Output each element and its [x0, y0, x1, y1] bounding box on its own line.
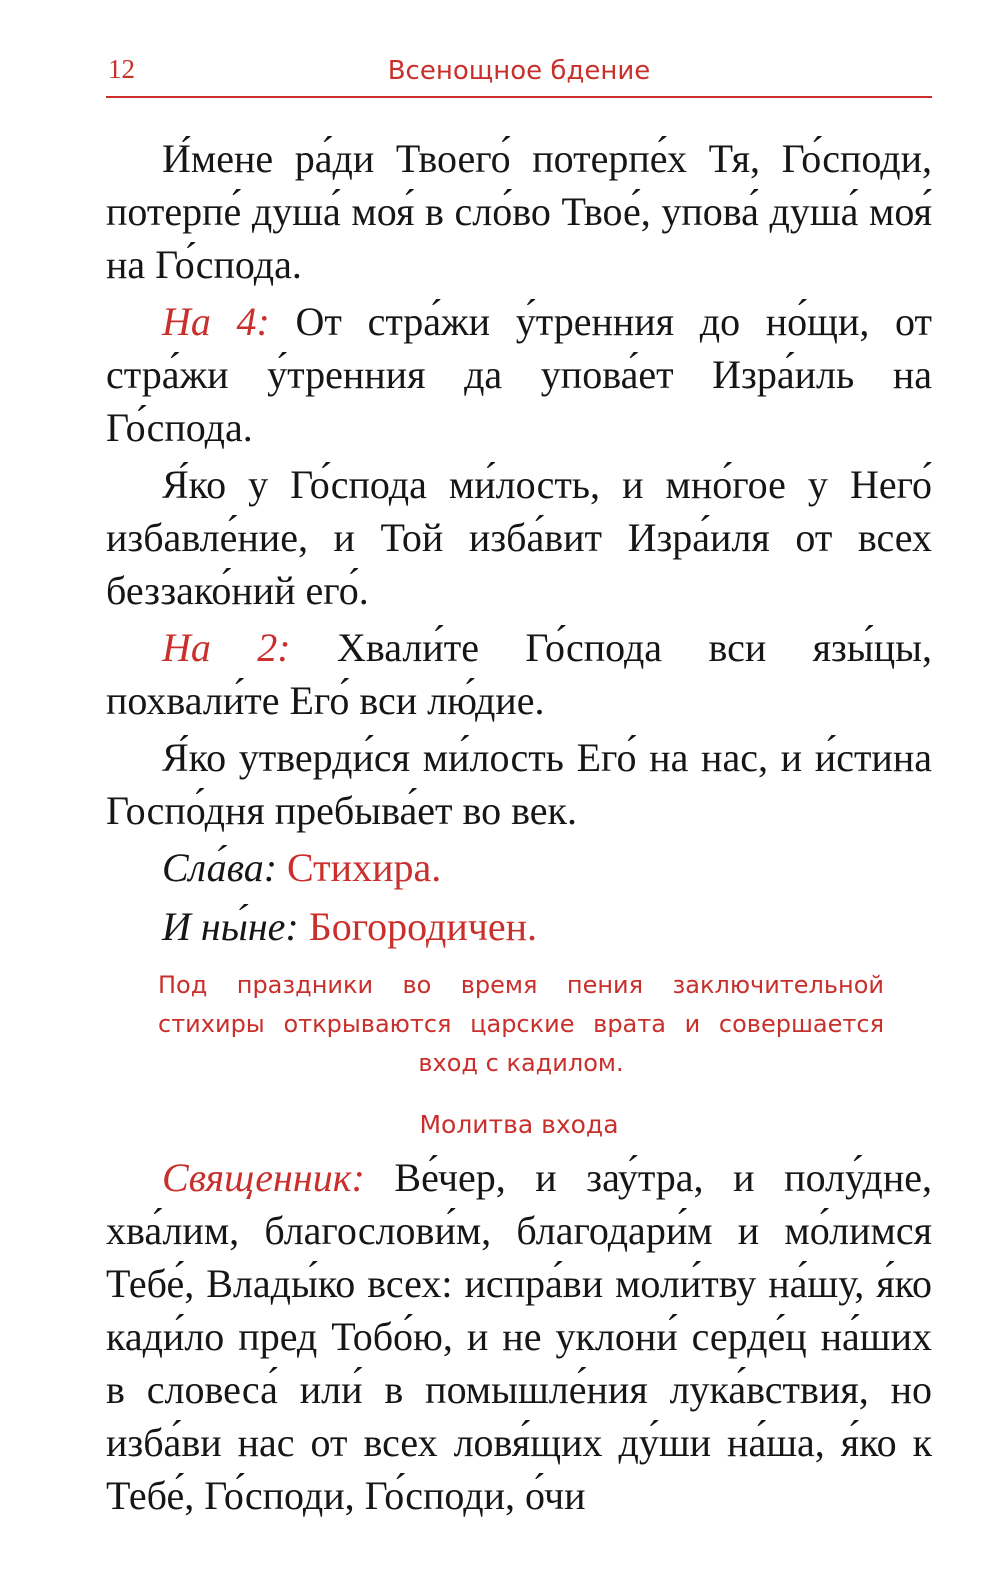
page-header [106, 52, 932, 98]
now-value: Богородичен. [308, 904, 538, 949]
now-line [106, 900, 932, 953]
verse-2-label: На 4: [162, 299, 270, 344]
verse-5 [106, 731, 932, 837]
glory-line [106, 841, 932, 894]
verse-5-text: Я́ко утверди́ся ми́лость Его́ на нас, и и́стина Госпо́дня пребыва́ет во век. [106, 735, 932, 833]
rubric-note: Под праздники во время пения заключительной стихиры открываются царские врата и совершается вход с кадилом. [158, 971, 884, 1077]
verse-4 [106, 621, 932, 727]
page-body [106, 132, 932, 1522]
prayer-text [106, 1151, 932, 1522]
verse-3-text: Я́ко у Го́спода ми́лость, и мно́гое у Него́ избавле́ние, и Той изба́вит Изра́иля от всех беззако́ний его́. [106, 462, 932, 613]
verse-1-text: И́мене ра́ди Твоего́ потерпе́х Тя, Го́споди, потерпе́ душа́ моя́ в сло́во Твое́, упова́ душа́ моя́ на Го́спода. [106, 136, 932, 287]
prayer-body: Ве́чер, и зау́тра, и полу́дне, хва́лим, благослови́м, благодари́м и мо́лимся Тебе́, Влады́ко всех: испра́ви моли́тву на́шу, я́ко кади́ло пред Тобо́ю, и не уклони́ серде́ц на́ших в словеса́ или́ в помышле́ния лука́вствия, но изба́ви нас от всех ловя́щих ду́ши на́ша, я́ко к Тебе́, Го́споди, Го́споди, о́чи [106, 1155, 932, 1518]
prayer-speaker: Священник: [162, 1155, 365, 1200]
now-label: И ны́не: [162, 904, 299, 949]
running-title: Всенощное бдение [387, 56, 651, 86]
verse-2 [106, 295, 932, 454]
page-number: 12 [108, 54, 135, 84]
verse-2-text: От стра́жи у́тренния до но́щи, от стра́жи у́тренния да упова́ет Изра́иль на Го́спода. [106, 299, 932, 450]
verse-4-text: Хвали́те Го́спода вси язы́цы, похвали́те Его́ вси лю́дие. [106, 625, 932, 723]
glory-label: Сла́ва: [162, 845, 278, 890]
glory-value: Стихира. [287, 845, 442, 890]
verse-3 [106, 458, 932, 617]
prayer-title: Молитва входа [419, 1110, 619, 1139]
verse-4-label: На 2: [162, 625, 291, 670]
verse-1 [106, 132, 932, 291]
